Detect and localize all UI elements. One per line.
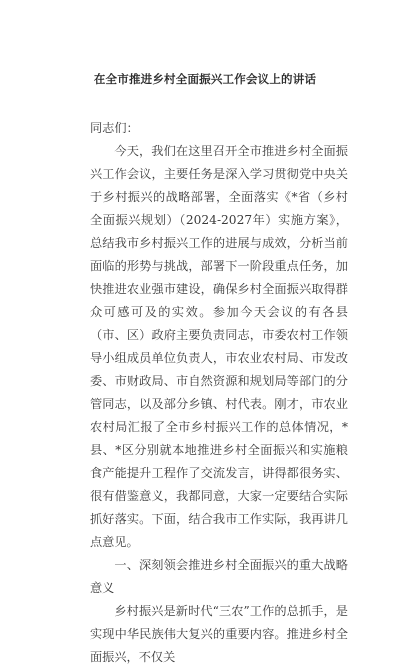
paragraph-significance: 乡村振兴是新时代“三农”工作的总抓手，是实现中华民族伟大复兴的重要内容。推进乡村全面振兴，不仅关 (90, 604, 348, 664)
paragraph-opening: 今天，我们在这里召开全市推进乡村全面振兴工作会议，主要任务是深入学习贯彻党中央关于乡村振兴的战略部署，全面落实《*省（乡村全面振兴规划）（2024-2027年）实施方案》，总结我市乡村振兴工作的进展与成效，分析当前面临的形势与挑战，部署下一阶段重点任务，加快推进农业强市建设，确保乡村全面振兴取得群众可感可及的实效。参加今天会议的有各县（市、区）政府主要负责同志，市委农村工作领导小组成员单位负责人，市农业农村局、市发改委、市财政局、市自然资源和规划局等部门的分管同志，以及部分乡镇、村代表。刚才，市农业农村局汇报了全市乡村振兴工作的总体情况，*县、*区分别就本地推进乡村全面振兴和实施粮食产能提升工程作了交流发言，讲得都很务实、很有借鉴意义，我都同意，大家一定要结合实际抓好落实。下面，结合我市工作实际，我再讲几点意见。 (90, 144, 348, 549)
document-body (90, 117, 348, 669)
salutation: 同志们： (90, 121, 139, 135)
document-title: 在全市推进乡村全面振兴工作会议上的讲话 (93, 72, 317, 86)
section-heading: 一、深刻领会推进乡村全面振兴的重大战略意义 (90, 558, 348, 595)
